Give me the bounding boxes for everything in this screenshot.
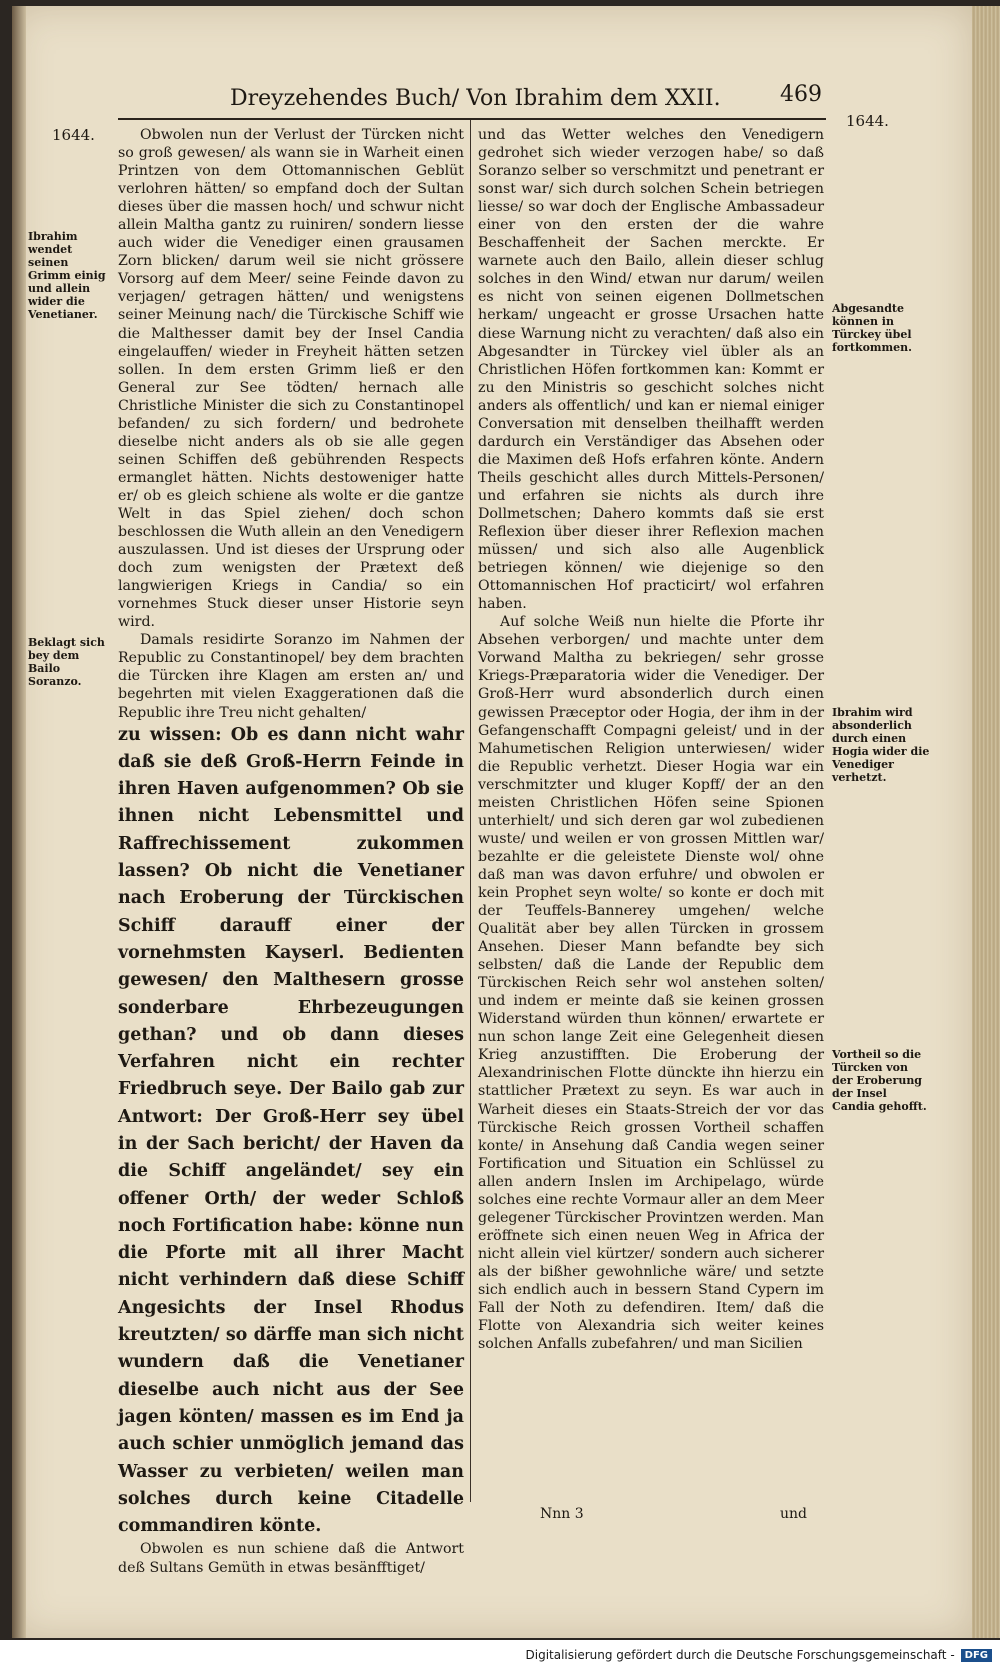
margin-note-ibrahim-grimm: Ibrahim wendet seinen Grimm einig und allein wider die Venetianer. — [28, 230, 106, 321]
page-edges — [972, 6, 1000, 1638]
signature-mark: Nnn 3 — [540, 1506, 584, 1522]
paragraph: Damals residirte Soranzo im Nahmen der Republic zu Constantinopel/ bey dem brachten die Türcken ihre Klagen am ersten an/ und begehrten mit vielen Exaggerationen daß die Republic ihre Treu nicht gehalten/ — [118, 632, 464, 721]
running-head: Dreyzehendes Buch/ Von Ibrahim dem XXII. — [230, 86, 721, 111]
footer-text: Digitalisierung gefördert durch die Deutsche Forschungsgemeinschaft - — [525, 1648, 955, 1662]
column-rule — [470, 120, 471, 1502]
paragraph: Obwolen es nun schiene daß die Antwort deß Sultans Gemüth in etwas besänfftiget/ — [118, 1541, 464, 1576]
digitization-footer — [0, 1640, 1000, 1670]
paragraph: Obwolen nun der Verlust der Türcken nicht so groß gewesen/ als wann sie in Warheit einen Printzen von dem Ottomannischen Geblüt verlohren hätten/ so empfand doch der Sultan dieses über die massen hoch/ und schwur nicht allein Maltha gantz zu ruiniren/ sondern liesse auch wider die Venediger einen grausamen Zorn blicken/ darum weil sie nicht grössere Vorsorg auf dem Meer/ seine Feinde davon zu verjagen/ getragen hätten/ und wenigstens seiner Meinung nach/ die Türckische Schiff wie die Malthesser damit bey der Insel Candia eingelauffen/ wieder in Freyheit hätten setzen sollen. In dem ersten Grimm ließ er den General zur See tödten/ hernach alle Christliche Minister die sich zu Constantinopel befanden/ zu sich fordern/ und bedrohete dieselbe nicht anders als ob sie alle gegen seinen Schiffen deß gebührenden Respects ermanglet hätten. Nichts destoweniger hatte er/ ob es gleich schiene als wolte er die gantze Welt in das Spiel ziehen/ doch schon beschlossen die Wuth allein an den Venedigern auszulassen. Und ist dieses der Ursprung oder doch zum wenigsten der Prætext deß langwierigen Kriegs in Candia/ so ein vornehmes Stuck dieser unser Historie seyn wird. — [118, 127, 464, 631]
margin-note-bailo: Beklagt sich bey dem Bailo Soranzo. — [28, 636, 105, 688]
header-rule — [118, 118, 826, 120]
page-number: 469 — [780, 82, 822, 107]
binding-gutter — [12, 6, 26, 1638]
catchword: und — [780, 1506, 807, 1522]
text-column-left — [118, 126, 464, 1577]
margin-note-vortheil: Vortheil so die Türcken von der Eroberung der Insel Candia gehofft. — [832, 1048, 927, 1113]
paragraph-emphasis: zu wissen: Ob es dann nicht wahr daß sie deß Groß-Herrn Feinde in ihren Haven aufgenommen? Ob sie ihnen nicht Lebensmittel und Raffrechissement zukommen lassen? Ob nicht die Venetianer nach Eroberung der Türckischen Schiff darauff einer der vornehmsten Kayserl. Bedienten gewesen/ den Malthesern grosse sonderbare Ehrbezeugungen gethan? und ob dann dieses Verfahren nicht ein rechter Friedbruch seye. Der Bailo gab zur Antwort: Der Groß-Herr sey übel in der Sach bericht/ der Haven da die Schiff angeländet/ sey ein offener Orth/ der weder Schloß noch Fortification habe: könne nun die Pforte mit all ihrer Macht nicht verhindern daß diese Schiff Angesichts der Insel Rhodus kreutzten/ so därffe man sich nicht wundern daß die Venetianer dieselbe auch nicht aus der See jagen könten/ massen es im End ja auch schier unmöglich jemand das Wasser zu verbieten/ weilen man solches durch keine Citadelle commandiren könte. — [118, 724, 464, 1537]
margin-note-abgesandte: Abgesandte können in Türckey übel fortkommen. — [832, 302, 913, 354]
dfg-logo-icon: DFG — [961, 1649, 992, 1662]
margin-note-hogia: Ibrahim wird absonderlich durch einen Hogia wider die Venediger verhetzt. — [832, 706, 930, 784]
paragraph: Auf solche Weiß nun hielte die Pforte ihr Absehen verborgen/ und machte unter dem Vorwand Maltha zu bekriegen/ sehr grosse Kriegs-Præparatoria wider die Venediger. Der Groß-Herr wurd absonderlich durch einen gewissen Præceptor oder Hogia, der ihm in der Gefangenschafft Compagni geleist/ und in der Mahumetischen Religion unterwiesen/ wider die Republic verhetzt. Dieser Hogia war ein verschmitzter und kluger Kopff/ der an den meisten Christlichen Höfen seine Spionen unterhielt/ und sich deren gar wol zubedienen wuste/ und weilen er von grossen Mittlen war/ bezahlte er die geleistete Dienste wol/ ohne daß man was davon erfuhre/ und obwolen er kein Prophet seyn wolte/ so konte er doch mit der Teuffels-Bannerey umgehen/ welche Qualität aber bey allen Türcken in grossem Ansehen. Dieser Mann befandte bey sich selbsten/ daß die Lande der Republic dem Türckischen Reich sehr wol anstehen solten/ und indem er meinte daß sie keinen grossen Widerstand würden thun können/ erwartete er nun schon lange Zeit eine Gelegenheit diesen Krieg anzustifften. Die Eroberung der Alexandrinischen Flotte dünckte ihn hierzu ein stattlicher Prætext zu seyn. Es war auch in Warheit dieses ein Staats-Streich der vor das Türckische Reich grossen Vortheil schaffen konte/ in Ansehung daß Candia wegen seiner Fortification und Situation ein Schlüssel zu allen andern Inslen im Archipelago, würde solches eine rechte Vormaur aller an dem Meer gelegener Türckischer Provintzen werden. Man eröffnete sich einen neuen Weg in Africa der nicht allein viel kürtzer/ sondern auch sicherer als der bißher gewohnliche wäre/ und setzte sich endlich auch in bessern Stand Cypern im Fall der Noth zu defendiren. Item/ daß die Flotte von Alexandria sich weiter keines solchen Anfalls zubefahren/ und man Sicilien — [478, 614, 824, 1353]
text-column-right — [478, 126, 824, 1353]
year-right: 1644. — [846, 112, 889, 130]
year-left: 1644. — [52, 126, 95, 144]
paragraph: und das Wetter welches den Venedigern gedrohet sich wieder verzogen habe/ so daß Soranzo selber so verschmitzt und penetrant er sonst war/ sich durch solchen Schein betriegen liesse/ so war doch der Englische Ambassadeur einer von den ersten der die wahre Beschaffenheit der Sachen merckte. Er warnete auch den Bailo, allein dieser schlug solches in den Wind/ etwan nur darum/ weilen es nicht von seinen eigenen Dollmetschen herkam/ ungeacht er grosse Ursachen hatte diese Warnung nicht zu verachten/ daß also ein Abgesandter in Türckey viel übler als an Christlichen Höfen fortkommen kan: Kommt er zu den Ministris so geschicht solches nicht anders als offentlich/ und kan er niemal einiger Conversation mit denselben theilhafft werden dardurch ein Verständiger das Absehen oder die Maximen deß Hofs erfahren könte. Andern Theils geschicht alles durch Mittels-Personen/ und erfahren sie nichts als durch ihre Dollmetschen; Dahero kommts daß sie erst Reflexion über dieser ihrer Reflexion machen müssen/ und sich also alle Augenblick betriegen können/ wie diejenige so den Ottomannischen Hof practicirt/ wol erfahren haben. — [478, 127, 824, 613]
